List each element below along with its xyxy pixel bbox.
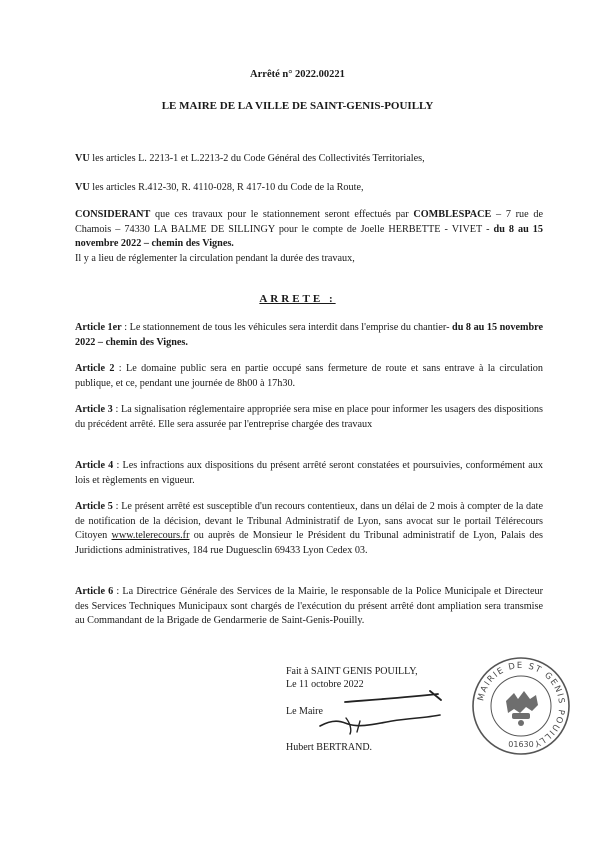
vu-lead: VU — [75, 153, 90, 164]
works-dates: du 8 au 15 novembre 2022 – chemin des Vignes. — [75, 223, 543, 249]
article-text: : La Directrice Générale des Services de la Mairie, le responsable de la Police Municipale et Directeur des Services Techniques Municipaux sont chargés de l'exécution du présent arrêté dont ampliation sera transmise au Commandant de la Brigade de Gendarmerie de Saint-Genis-Pouilly. — [75, 586, 544, 626]
article-4 — [75, 459, 543, 488]
article-text-2: ou auprès de Monsieur le Président du Tribunal administratif de Lyon, Palais des Juridictions administratives, 184 rue Duguesclin 69433 Lyon Cedex 03. — [75, 530, 543, 556]
article-label: Article 5 — [75, 501, 113, 512]
arrete-number: Arrêté n° 2022.00221 — [250, 69, 345, 80]
article-label: Article 4 — [75, 460, 114, 471]
signature-name: Hubert BERTRAND. — [286, 742, 373, 753]
arrete-heading: ARRETE : — [259, 293, 336, 305]
vu-text: les articles L. 2213-1 et L.2213-2 du Code Général des Collectivités Territoriales, — [89, 153, 425, 164]
considerant-conclusion: Il y a lieu de réglementer la circulation pendant la durée des travaux, — [75, 253, 355, 264]
article-text: : Le stationnement de tous les véhicules sera interdit dans l'emprise du chantier- — [121, 322, 453, 333]
article-2 — [75, 362, 543, 391]
article-dates: du 8 au 15 novembre 2022 – chemin des Vignes. — [75, 322, 543, 348]
article-text: : Le domaine public sera en partie occupé sans fermeture de route et sans entrave à la circulation publique, et ce, pendant une journée de 8h00 à 17h30. — [75, 363, 543, 389]
article-text: : Les infractions aux dispositions du présent arrêté seront constatées et poursuivies, conformément aux lois et règlements en vigueur. — [75, 460, 543, 486]
vu-lead: VU — [75, 182, 90, 193]
vu-paragraph-2 — [75, 181, 543, 196]
svg-text:01630: 01630 — [508, 740, 534, 749]
article-3 — [75, 403, 543, 432]
handwritten-signature — [300, 688, 450, 738]
article-label: Article 2 — [75, 363, 115, 374]
article-text: : Le présent arrêté est susceptible d'un recours contentieux, dans un délai de 2 mois à compter de la date de notification de la décision, devant le Tribunal Administratif de Lyon, sans avocat sur le portail Télérecours Citoyen — [75, 501, 543, 541]
vu-paragraph-1 — [75, 152, 543, 167]
article-label: Article 6 — [75, 586, 114, 597]
considerant-text-2: – 7 rue de Chamois – 74330 LA BALME DE SILLINGY pour le compte de Joelle HERBETTE - VIVET - — [75, 209, 543, 235]
signature-role: Le Maire — [286, 706, 323, 717]
mairie-seal-stamp — [470, 655, 572, 757]
considerant-lead: CONSIDERANT — [75, 209, 151, 220]
article-6 — [75, 585, 543, 629]
considerant-text: que ces travaux pour le stationnement seront effectués par — [150, 209, 414, 220]
vu-text: les articles R.412-30, R. 4110-028, R 417-10 du Code de la Route, — [89, 182, 364, 193]
issuer-title: LE MAIRE DE LA VILLE DE SAINT-GENIS-POUILLY — [161, 100, 434, 112]
considerant-paragraph — [75, 208, 543, 252]
telerecours-link[interactable]: www.telerecours.fr — [111, 530, 190, 541]
article-text: : La signalisation réglementaire appropriée sera mise en place pour informer les usagers des dispositions du précédent arrêté. Elle sera assurée par l'entreprise chargée des travaux — [75, 404, 543, 430]
svg-text:MAIRIE DE ST GENIS POUILLY: MAIRIE DE ST GENIS POUILLY — [476, 660, 567, 749]
company-name: COMBLESPACE — [413, 209, 492, 220]
article-label: Article 3 — [75, 404, 113, 415]
article-5 — [75, 500, 543, 558]
signature-place: Fait à SAINT GENIS POUILLY, — [286, 666, 418, 677]
article-1 — [75, 321, 543, 350]
seal-graphic — [470, 655, 572, 757]
signature-date: Le 11 octobre 2022 — [286, 679, 364, 690]
article-label: Article 1er — [75, 322, 122, 333]
